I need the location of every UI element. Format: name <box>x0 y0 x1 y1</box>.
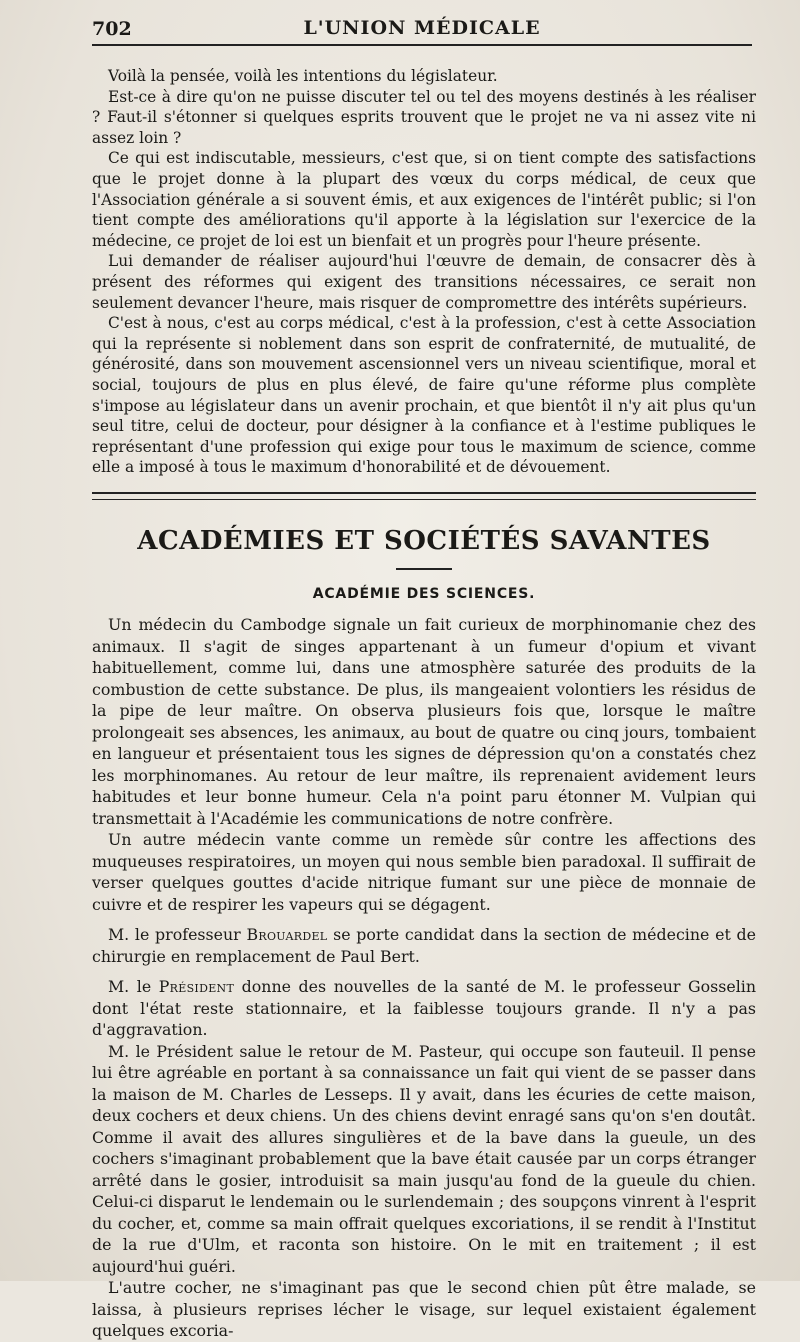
header-rule <box>92 44 752 46</box>
person-name: Brouardel <box>246 925 328 944</box>
person-name: Président <box>158 977 235 996</box>
paragraph: M. le Président salue le retour de M. Pasteur, qui occupe son fauteuil. Il pense lui être agréable en portant à sa connaissance un fait qui vient de se passer dans la maison de M. Charles de Lesseps. Il y avait, dans les écuries de cette maison, deux cochers et deux chiens. Un des chiens devint enragé sans qu'on s'en doutât. Comme il avait des allures singulières et de la bave dans la gueule, un des cochers s'imaginant probablement que la bave était causée par un corps étranger arrêté dans le gosier, introduisit sa main jusqu'au fond de la gueule du chien. Celui-ci disparut le lendemain ou le surlendemain ; des soupçons vinrent à l'esprit du cocher, et, comme sa main offrait quelques excoriations, il se rendit à l'Institut de la rue d'Ulm, et raconta son histoire. On le mit en traitement ; il est aujourd'hui guéri. <box>92 1041 756 1276</box>
paragraph-text: donne des nouvelles de la santé de M. le professeur Gosselin dont l'état reste stationnaire, et la faiblesse toujours grande. Il n'y a pas d'aggravation. <box>92 977 756 1039</box>
paragraph: Lui demander de réaliser aujourd'hui l'œuvre de demain, de consacrer dès à présent des réformes qui exigent des transitions nécessaires, ce serait non seulement devancer l'heure, mais risquer de compromettre des intérêts supérieurs. <box>92 252 756 312</box>
journal-title: L'UNION MÉDICALE <box>303 17 541 39</box>
paragraph-text: se porte candidat dans la section de médecine et de chirurgie en remplacement de Paul Bert. <box>92 925 756 966</box>
paragraph: Ce qui est indiscutable, messieurs, c'est que, si on tient compte des satisfactions que le projet donne à la plupart des vœux du corps médical, de ceux que l'Association générale a si souvent émis, et aux exigences de l'intérêt public; si l'on tient compte des améliorations qu'il apporte à la législation sur l'exercice de la médecine, ce projet de loi est un bienfait et un progrès pour l'heure présente. <box>92 149 756 250</box>
section-divider <box>92 492 756 500</box>
subsection-title: ACADÉMIE DES SCIENCES. <box>312 586 536 602</box>
paragraph: Voilà la pensée, voilà les intentions du législateur. <box>108 67 498 85</box>
paragraph: C'est à nous, c'est au corps médical, c'est à la profession, c'est à cette Association qui la représente si noblement dans son esprit de confraternité, de mutualité, de générosité, dans son mouvement ascensionnel vers un niveau scientifique, moral et social, toujours de plus en plus élevé, de faire qu'une réforme plus complète s'impose au législateur dans un avenir prochain, et que bientôt il n'y ait plus qu'un seul titre, celui de docteur, pour désigner à la confiance et à l'estime publiques le représentant d'une profession qui exige pour tous le maximum de science, comme elle a imposé à tous le maximum d'honorabilité et de dévouement. <box>92 314 756 477</box>
paragraph-text: M. le <box>108 977 159 996</box>
paragraph <box>92 924 756 967</box>
title-rule <box>396 568 452 570</box>
paragraph: Un médecin du Cambodge signale un fait curieux de morphinomanie chez des animaux. Il s'agit de singes appartenant à un fumeur d'opium et vivant habituellement, comme lui, dans une atmosphère saturée des produits de la combustion de cette substance. De plus, ils mangeaient volontiers les résidus de la pipe de leur maître. On observa plusieurs fois que, lorsque le maître prolongeait ses absences, les animaux, au bout de quatre ou cinq jours, tombaient en langueur et présentaient tous les signes de dépression qu'on a constatés chez les morphinomanes. Au retour de leur maître, ils reprenaient avidement leurs habitudes et leur bonne humeur. Cela n'a point paru étonner M. Vulpian qui transmettait à l'Académie les communications de notre confrère. <box>92 615 756 828</box>
academy-report <box>92 614 756 1342</box>
page-number: 702 <box>92 18 132 40</box>
paragraph: Un autre médecin vante comme un remède sûr contre les affections des muqueuses respiratoires, un moyen qui nous semble bien paradoxal. Il suffirait de verser quelques gouttes d'acide nitrique fumant sur une pièce de monnaie de cuivre et de respirer les vapeurs qui se dégagent. <box>92 830 756 914</box>
paragraph: Est-ce à dire qu'on ne puisse discuter tel ou tel des moyens destinés à les réaliser ? Faut-il s'étonner si quelques esprits trouvent que le projet ne va ni assez vite ni assez loin ? <box>92 87 756 147</box>
paragraph: L'autre cocher, ne s'imaginant pas que le second chien pût être malade, se laissa, à plusieurs reprises lécher le visage, sur lequel existaient également quelques excoria- <box>92 1278 756 1340</box>
paragraph-text: M. le professeur <box>108 925 247 944</box>
paragraph <box>92 976 756 1041</box>
section-title: ACADÉMIES ET SOCIÉTÉS SAVANTES <box>137 526 711 556</box>
running-head <box>92 14 752 44</box>
article-conclusion <box>92 66 756 478</box>
